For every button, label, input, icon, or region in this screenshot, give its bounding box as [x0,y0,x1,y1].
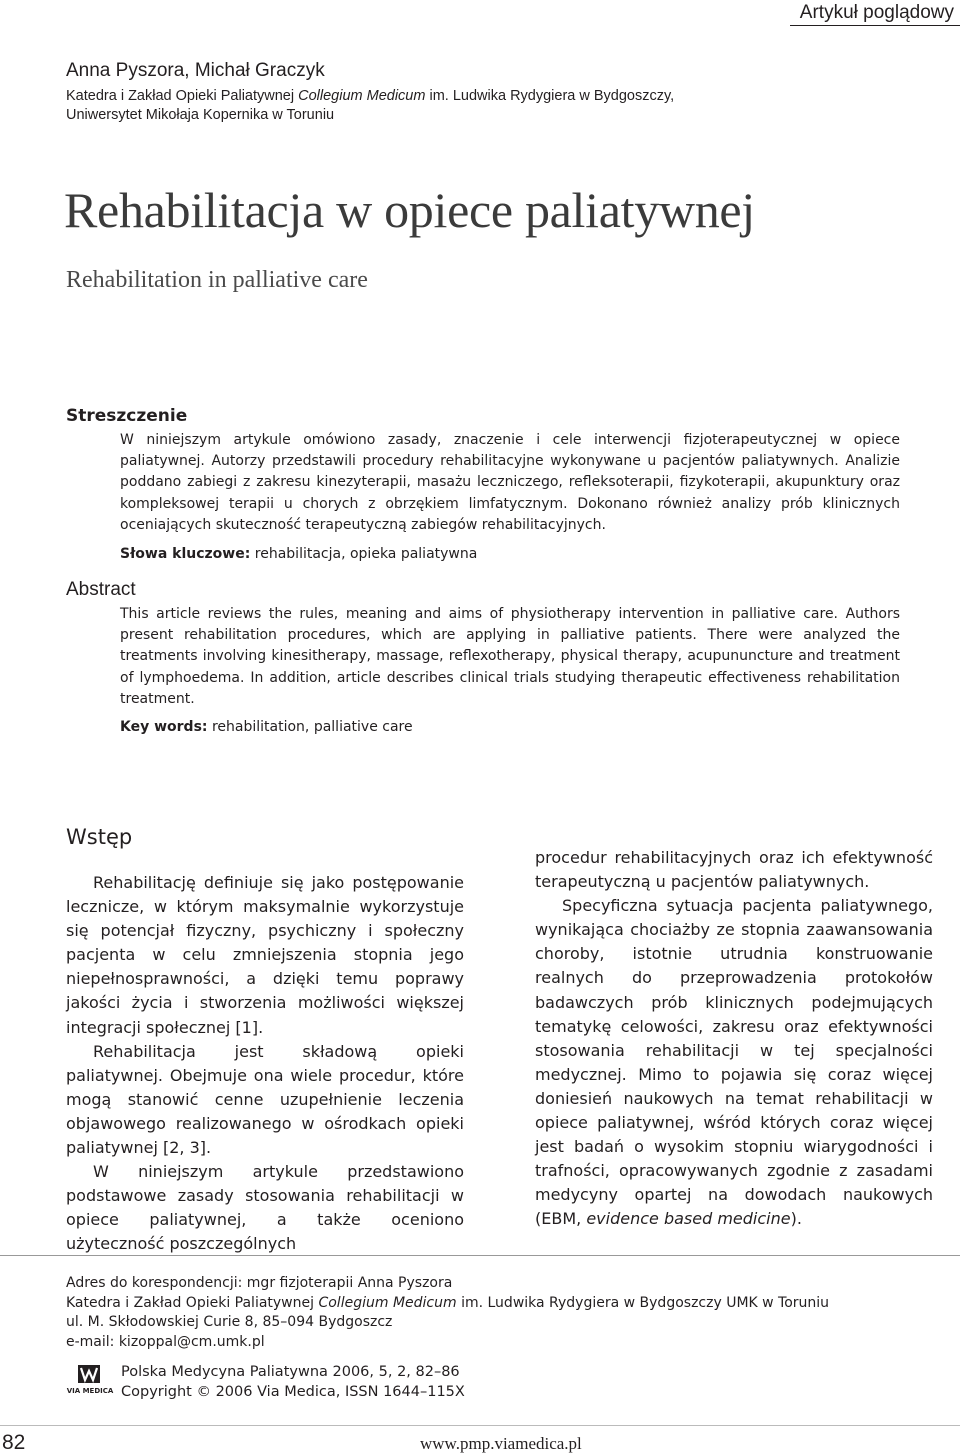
abstract-text: This article reviews the rules, meaning and aims of physiotherapy intervention in palliative care. Authors present rehabilitation procedures, which are applying in palliative patients. There were analyzed the treatments involving kinesitherapy, massage, reflexotherapy, physical therapy, acupununcture and treatment of lymphoedema. In addition, article describes clinical trials studying therapeutic effectiveness rehabilitation treatment. [120,606,900,707]
affiliation-italic: Collegium Medicum [298,88,426,104]
keywords-value: rehabilitacja, opieka paliatywna [250,546,478,562]
affiliation-part: im. Ludwika Rydygiera w Bydgoszczy, [425,88,675,104]
footer-line [0,1425,960,1426]
paragraph-part: Specyficzna sytuacja pacjenta paliatywnego, wynikająca chociażby ze stopnia zaawansowania choroby, istotnie utrudnia konstruowanie realnych do przeprowadzenia protokołów badawczych prób klinicznych podejmujących tematykę celowości, zakresu oraz efektywności stosowania rehabilitacji w tej specjalności medycznej. Mimo to pojawia się coraz więcej doniesień naukowych na temat rehabilitacji w opiece paliatywnej, wśród których coraz więcej jest badań o wysokim stopniu wiarygodności i trafności, opracowywanych zgodnie z zasadami medycyny opartej na dowodach naukowych (EBM, [535,896,933,1229]
keywords-label: Słowa kluczowe: [120,546,251,562]
correspondence-block [66,1274,926,1352]
title-english: Rehabilitation in palliative care [66,267,368,293]
correspondence-line [66,1294,926,1314]
affiliation [66,87,766,125]
correspondence-email: e-mail: kizoppal@cm.umk.pl [66,1333,265,1350]
body-column-left [66,871,464,1257]
journal-citation: Polska Medycyna Paliatywna 2006, 5, 2, 82–86 [121,1364,460,1380]
logo-text: VIA MEDICA [66,1387,114,1395]
body-column-right [535,846,933,1232]
correspondence-line: Adres do korespondencji: mgr fizjoterapii Anna Pyszora [66,1275,453,1291]
correspondence-line: ul. M. Skłodowskiej Curie 8, 85–094 Bydgoszcz [66,1314,393,1330]
via-medica-logo [64,1363,116,1397]
correspondence-part: Katedra i Zakład Opieki Paliatywnej [66,1294,319,1311]
paragraph: Rehabilitację definiuje się jako postępowanie lecznicze, w którym maksymalnie wykorzystuje się potencjał fizyczny, psychiczny i społeczny pacjenta w celu zmniejszenia stopnia jego niepełnosprawności, a dzięki temu poprawy jakości życia i stworzenia możliwości większej integracji społecznej [1]. [66,873,464,1037]
keywords-value: rehabilitation, palliative care [207,719,413,735]
keywords-label: Key words: [120,719,208,735]
title-polish: Rehabilitacja w opiece paliatywnej [64,182,755,238]
section-tag: Artykuł poglądowy [790,0,960,26]
affiliation-part: Katedra i Zakład Opieki Paliatywnej [66,88,299,104]
paragraph [535,894,933,1231]
correspondence-part: im. Ludwika Rydygiera w Bydgoszczy UMK w Toruniu [456,1294,830,1311]
wstep-heading: Wstęp [66,825,133,849]
streszczenie-heading: Streszczenie [66,406,188,426]
streszczenie-text: W niniejszym artykule omówiono zasady, znaczenie i cele interwencji fizjoterapeutycznej w opiece paliatywnej. Autorzy przedstawili procedury rehabilitacyjne wykonywane u pacjentów paliatywnych. Analizie poddano zabiegi z zakresu kinezyterapii, masażu leczniczego, refleksoterapii, fizykoterapii, akupunktury oraz kompleksowej terapii u chorych z obrzękiem limfatycznym. Dokonano również analizy prób klinicznych oceniających skuteczność terapeutyczną zabiegów rehabilitacyjnych. [120,432,900,533]
abstract-heading: Abstract [66,579,136,600]
paragraph-italic: evidence based medicine [586,1209,791,1229]
separator-line [0,1255,960,1256]
correspondence-italic: Collegium Medicum [318,1294,457,1311]
journal-url[interactable]: www.pmp.viamedica.pl [420,1434,582,1453]
affiliation-university: Uniwersytet Mikołaja Kopernika w Toruniu [66,107,335,123]
authors: Anna Pyszora, Michał Graczyk [66,60,325,81]
paragraph: procedur rehabilitacyjnych oraz ich efektywność terapeutyczną u pacjentów paliatywnych. [535,848,933,892]
journal-info [121,1362,465,1402]
paragraph-part: ). [790,1209,802,1229]
journal-copyright: Copyright © 2006 Via Medica, ISSN 1644–115X [121,1384,465,1400]
paragraph: W niniejszym artykule przedstawiono podstawowe zasady stosowania rehabilitacji w opiece paliatywnej, a także oceniono użyteczność poszczególnych [66,1162,464,1254]
paragraph: Rehabilitacja jest składową opieki paliatywnej. Obejmuje ona wiele procedur, które mogą stanowić cenne uzupełnienie leczenia objawowego realizowanego w ośrodkach opieki paliatywnej [2, 3]. [66,1041,464,1158]
keywords-english [120,717,413,738]
keywords-polish [120,544,477,565]
page-number: 82 [2,1431,26,1454]
